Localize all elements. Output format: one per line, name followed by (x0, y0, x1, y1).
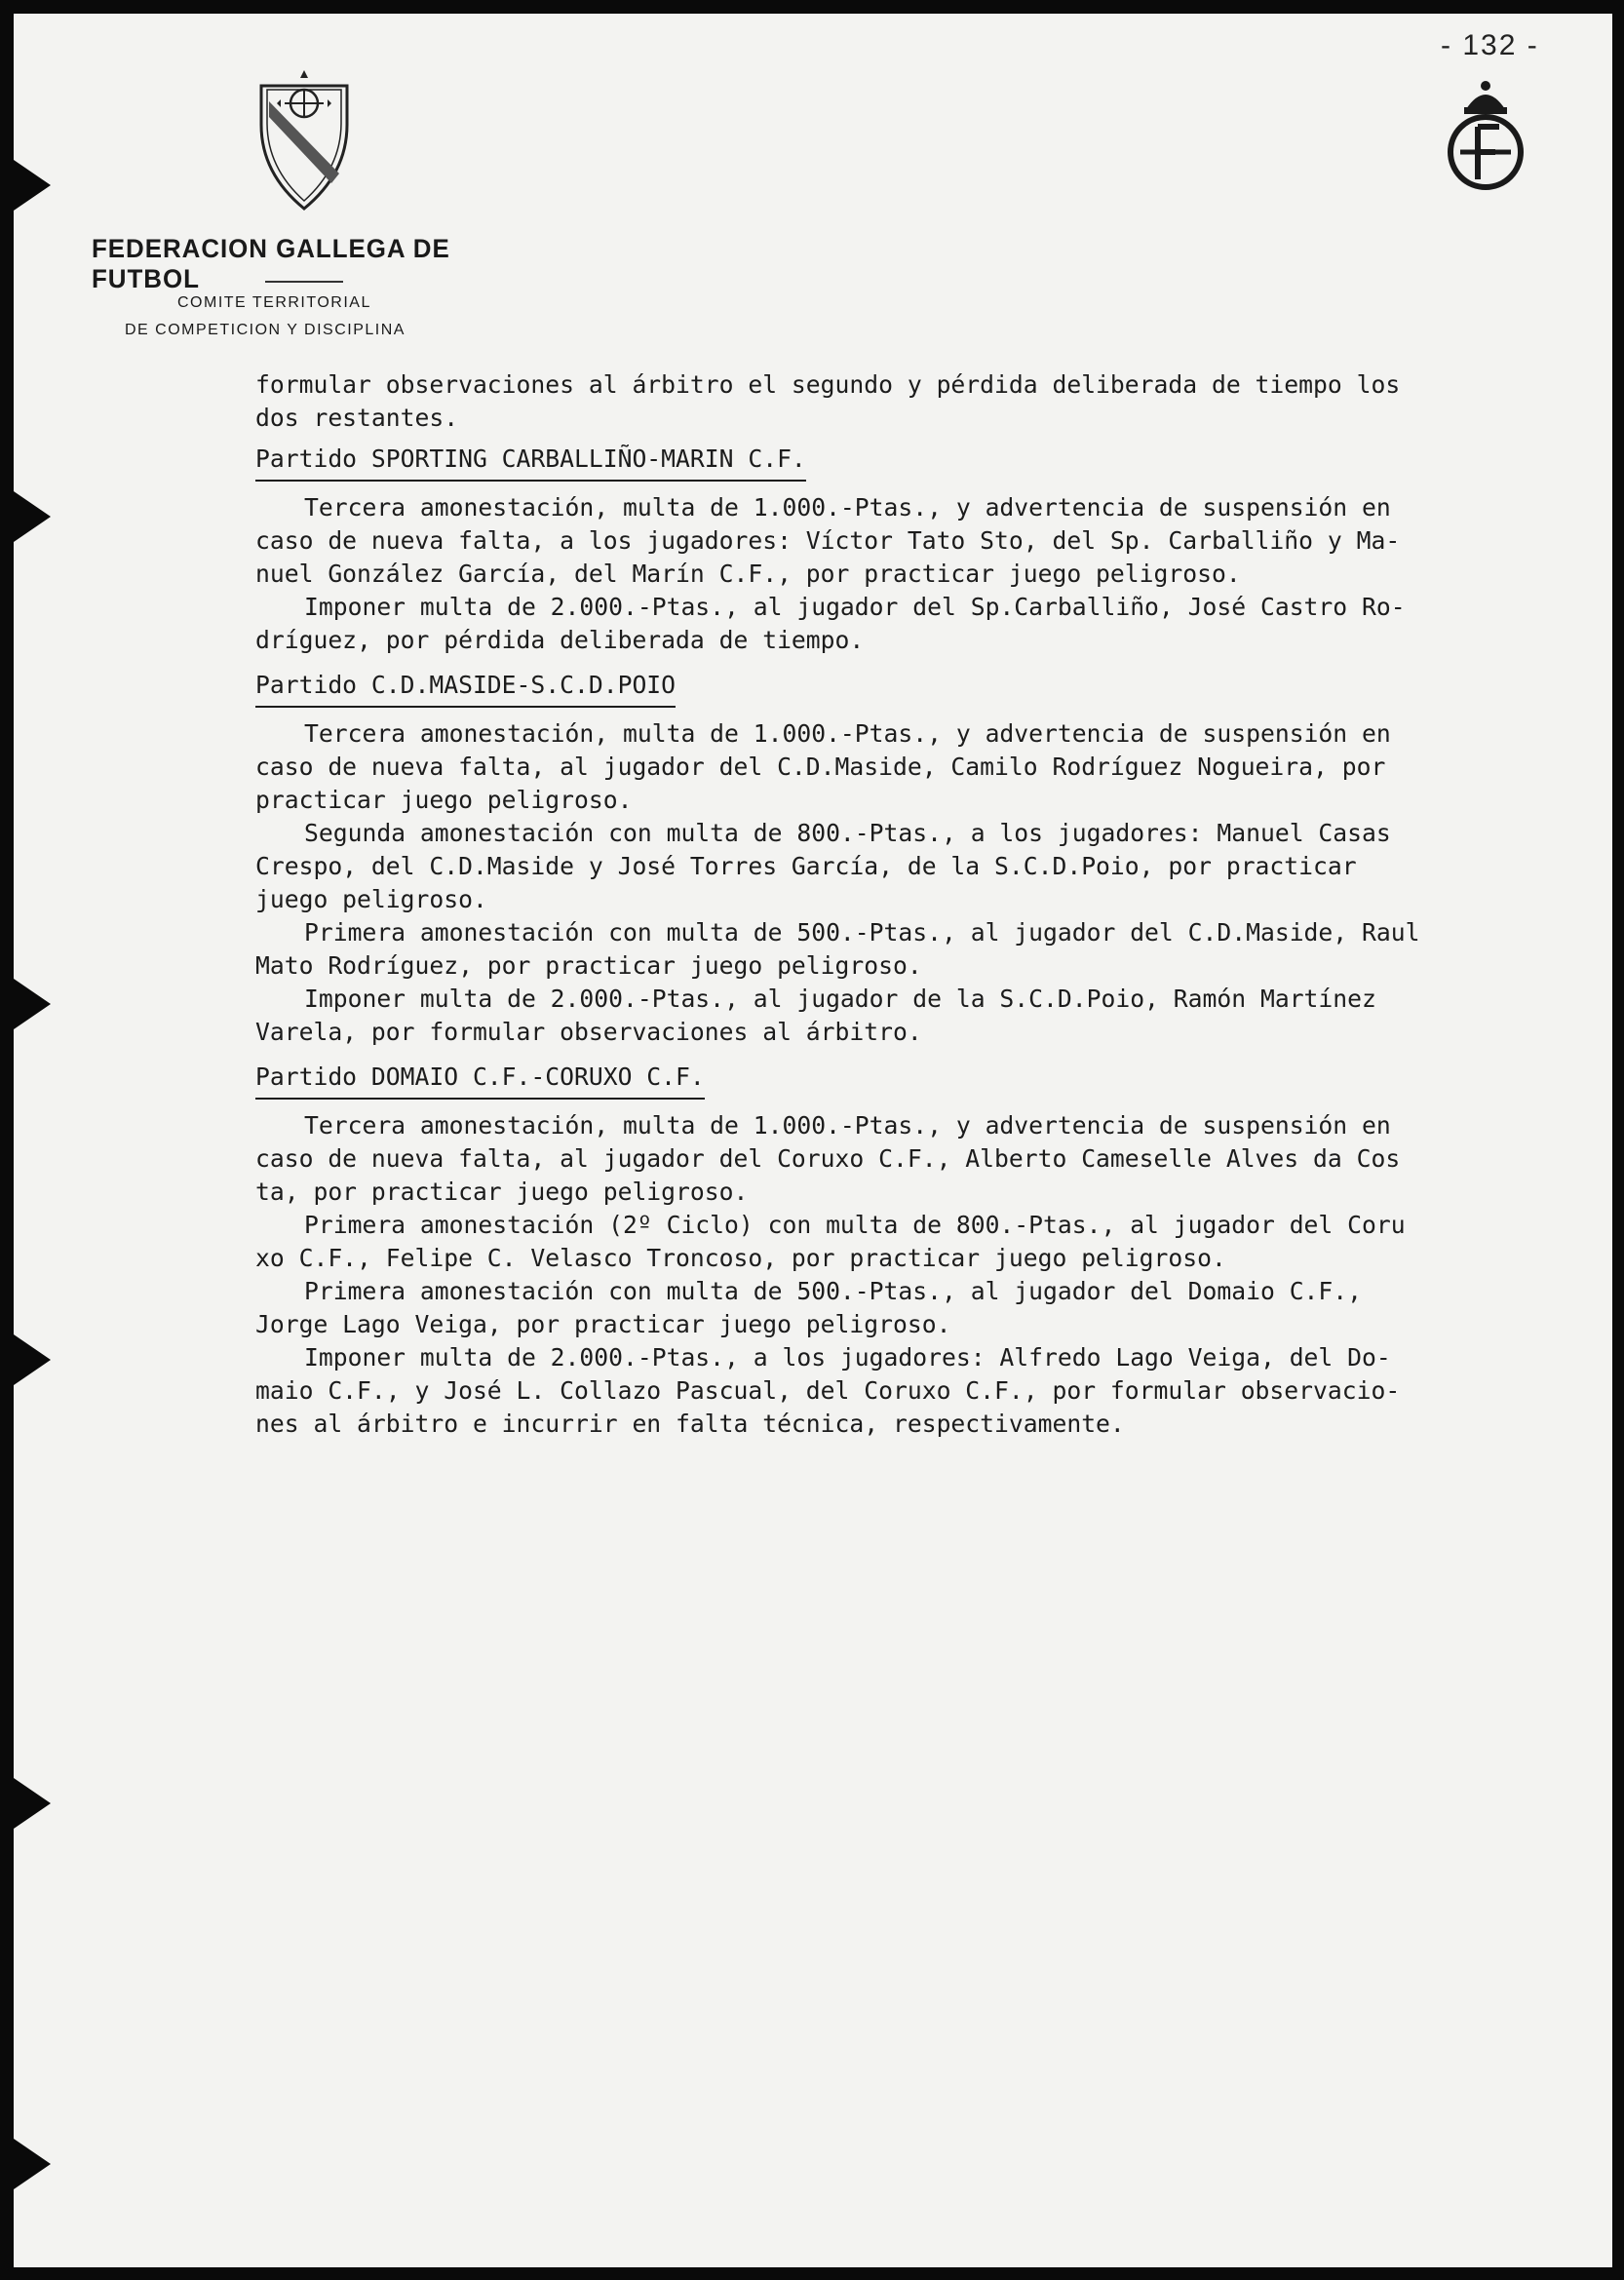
scan-edge-notch (14, 979, 51, 1029)
ruling-line: xo C.F., Felipe C. Velasco Troncoso, por practicar juego peligroso. (255, 1244, 1226, 1272)
ruling-line: nes al árbitro e incurrir en falta técnica, respectivamente. (255, 1410, 1125, 1438)
ruling-line: Imponer multa de 2.000.-Ptas., a los jugadores: Alfredo Lago Veiga, del Do- (304, 1343, 1391, 1372)
ruling-line: Segunda amonestación con multa de 800.-Ptas., a los jugadores: Manuel Casas (304, 819, 1391, 847)
ruling-line: Jorge Lago Veiga, por practicar juego peligroso. (255, 1310, 951, 1338)
ruling-line: practicar juego peligroso. (255, 786, 633, 814)
scan-edge-notch (14, 491, 51, 542)
ruling-line: Imponer multa de 2.000.-Ptas., al jugador de la S.C.D.Poio, Ramón Martínez (304, 985, 1376, 1013)
federation-name: FEDERACION GALLEGA DE FUTBOL (92, 234, 450, 293)
committee-line-2: DE COMPETICION Y DISCIPLINA (125, 322, 406, 338)
ruling-line: Mato Rodríguez, por practicar juego peligroso. (255, 951, 922, 980)
ruling-line: juego peligroso. (255, 885, 487, 913)
ruling-line: caso de nueva falta, a los jugadores: Víctor Tato Sto, del Sp. Carballiño y Ma- (255, 526, 1401, 555)
ruling-line: Varela, por formular observaciones al árbitro. (255, 1018, 922, 1046)
scan-edge-notch (14, 1778, 51, 1829)
ruling-line: Imponer multa de 2.000.-Ptas., al jugador del Sp.Carballiño, José Castro Ro- (304, 593, 1406, 621)
ruling-line: Primera amonestación con multa de 500.-Ptas., al jugador del C.D.Maside, Raul (304, 918, 1420, 947)
spanish-federation-crest-logo (1439, 70, 1532, 197)
ruling-line: caso de nueva falta, al jugador del Coruxo C.F., Alberto Cameselle Alves da Cos (255, 1144, 1401, 1173)
ruling-line: maio C.F., y José L. Collazo Pascual, del Coruxo C.F., por formular observacio- (255, 1376, 1401, 1405)
scan-edge-notch (14, 160, 51, 211)
ruling-line: Tercera amonestación, multa de 1.000.-Ptas., y advertencia de suspensión en (304, 493, 1391, 522)
ruling-line: ta, por practicar juego peligroso. (255, 1178, 749, 1206)
page-number: - 132 - (1441, 29, 1539, 61)
ruling-line: caso de nueva falta, al jugador del C.D.Maside, Camilo Rodríguez Nogueira, por (255, 753, 1386, 781)
match-sections (255, 435, 1562, 1445)
match-section (255, 661, 1562, 1053)
ruling-line: Primera amonestación (2º Ciclo) con multa de 800.-Ptas., al jugador del Coru (304, 1211, 1406, 1239)
federation-shield-logo (255, 66, 353, 213)
ruling-line: Primera amonestación con multa de 500.-Ptas., al jugador del Domaio C.F., (304, 1277, 1363, 1305)
match-heading: Partido C.D.MASIDE-S.C.D.POIO (255, 669, 676, 708)
match-section (255, 435, 1562, 661)
ruling-line: Tercera amonestación, multa de 1.000.-Ptas., y advertencia de suspensión en (304, 719, 1391, 748)
ruling-line: Crespo, del C.D.Maside y José Torres García, de la S.C.D.Poio, por practicar (255, 852, 1357, 880)
match-heading: Partido DOMAIO C.F.-CORUXO C.F. (255, 1061, 705, 1100)
match-section (255, 1053, 1562, 1445)
intro-line: dos restantes. (255, 404, 459, 432)
header-divider (265, 281, 343, 283)
intro-line: formular observaciones al árbitro el segundo y pérdida deliberada de tiempo los (255, 370, 1401, 399)
scan-edge-notch (14, 2139, 51, 2189)
ruling-line: dríguez, por pérdida deliberada de tiempo. (255, 626, 865, 654)
scan-edge-notch (14, 1334, 51, 1385)
document-body (255, 368, 1562, 1445)
committee-line-1: COMITE TERRITORIAL (177, 294, 371, 311)
match-heading: Partido SPORTING CARBALLIÑO-MARIN C.F. (255, 443, 806, 482)
ruling-line: Tercera amonestación, multa de 1.000.-Ptas., y advertencia de suspensión en (304, 1111, 1391, 1140)
ruling-line: nuel González García, del Marín C.F., por practicar juego peligroso. (255, 560, 1241, 588)
